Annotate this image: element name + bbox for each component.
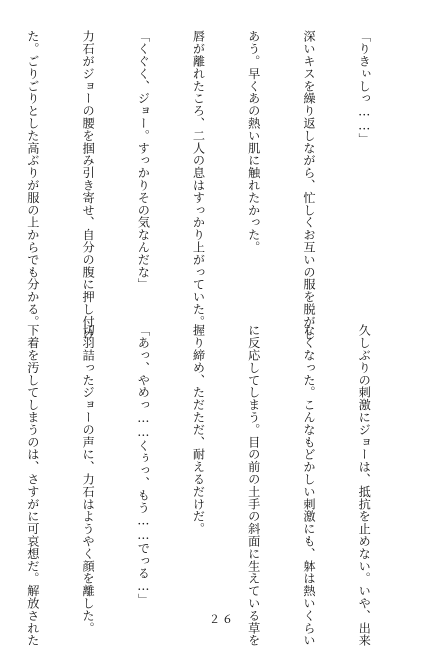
- text-line: 久しぶりの刺激にジョーは、抵抗を止めない。いや、出来: [357, 324, 372, 647]
- page-number: ２６: [209, 613, 235, 626]
- text-line: 「くぐく、ジョー。すっかりその気なんだな」: [136, 30, 151, 291]
- text-line: た。ごりごりとした高ぶりが服の上からでも分かる。: [25, 30, 40, 328]
- text-line: 下着を汚してしまうのは、さすがに可哀想だ。解放された: [25, 324, 40, 647]
- upper-text-block: [0, 30, 410, 340]
- text-line: あう。早くあの熱い肌に触れたかった。: [246, 30, 261, 254]
- text-line: 握り締め、ただただ、耐えるだけだ。: [191, 324, 206, 535]
- text-line: 切羽詰ったジョーの声に、力石はようやく顔を離した。: [81, 324, 96, 634]
- text-line: 「りきぃしっ……」: [357, 30, 372, 146]
- text-line: 「あっ、やめっ……くぅっ、もう……でっる…」: [136, 324, 151, 606]
- text-line: 力石がジョーの腰を掴み引き寄せ、自分の腹に押し付け: [81, 30, 96, 340]
- text-line: 唇が離れたころ、二人の息はすっかり上がっていた。: [191, 30, 206, 328]
- text-line: 深いキスを繰り返しながら、忙しくお互いの服を脱がし: [301, 30, 316, 340]
- text-line: なくなった。こんなもどかしい刺激にも、躰は熱いくらい: [301, 324, 316, 647]
- text-line: に反応してしまう。目の前の土手の斜面に生えている草を: [246, 324, 261, 647]
